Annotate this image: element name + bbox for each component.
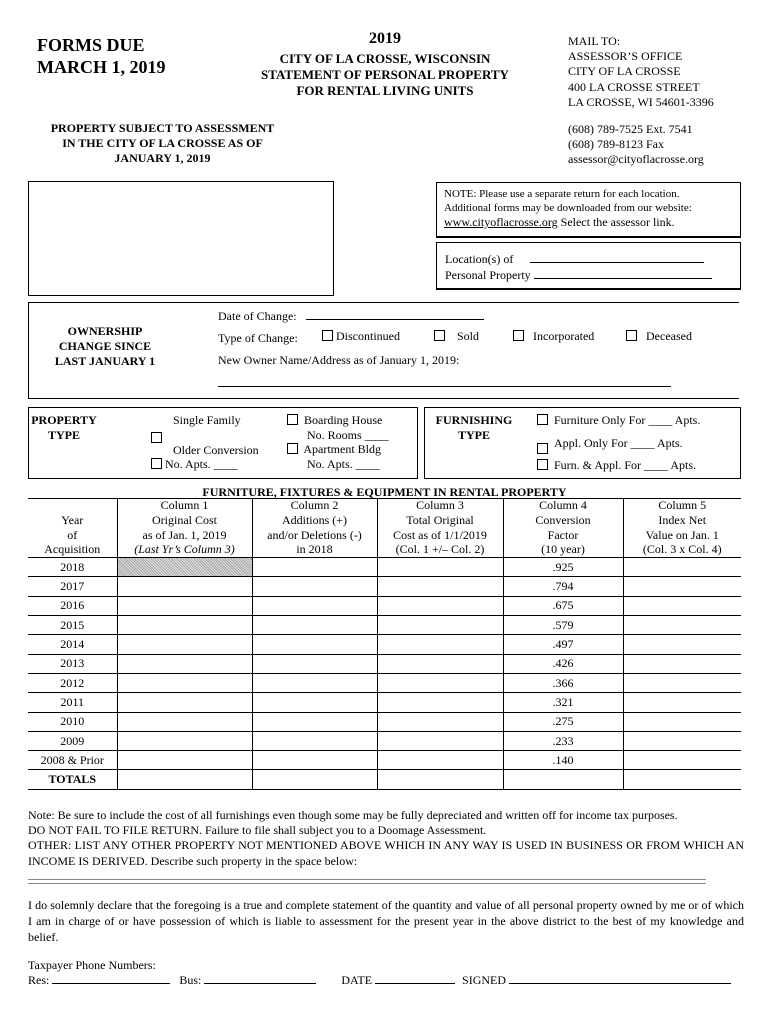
bus-phone-input[interactable] xyxy=(204,983,316,984)
factor-cell: .233 xyxy=(503,731,623,750)
table-header-row xyxy=(28,498,741,558)
forms-due-line1: FORMS DUE xyxy=(37,35,145,55)
form-title xyxy=(230,51,540,99)
col1-cell[interactable] xyxy=(117,616,252,635)
date-of-change xyxy=(218,309,484,324)
res-label: Res: xyxy=(28,973,50,987)
res-phone-input[interactable] xyxy=(52,983,170,984)
table-row xyxy=(28,596,741,615)
forms-due-line2: MARCH 1, 2019 xyxy=(37,57,166,77)
contact-info xyxy=(568,122,704,167)
property-type-title-line1: PROPERTY xyxy=(31,413,97,427)
table-row xyxy=(28,577,741,596)
furnishing-title-line2: TYPE xyxy=(457,428,490,442)
header-line: (10 year) xyxy=(541,542,585,557)
sold-checkbox[interactable] xyxy=(434,330,445,341)
furniture-only-label: Furniture Only For ____ Apts. xyxy=(554,413,701,427)
incorporated-option[interactable] xyxy=(513,329,594,344)
boarding-house-option[interactable] xyxy=(287,413,389,442)
location-box xyxy=(436,242,741,290)
discontinued-label: Discontinued xyxy=(336,329,400,343)
header-line: (Col. 3 x Col. 4) xyxy=(642,542,722,557)
totals-row xyxy=(28,770,741,790)
col5-cell[interactable] xyxy=(623,712,741,731)
subject-to-assessment xyxy=(30,121,295,166)
col5-cell[interactable] xyxy=(623,596,741,615)
note-line2: Additional forms may be downloaded from our website: xyxy=(444,202,692,214)
new-owner-input[interactable] xyxy=(218,386,671,387)
discontinued-checkbox[interactable] xyxy=(322,330,333,341)
table-row xyxy=(28,712,741,731)
location-input-1[interactable] xyxy=(530,262,704,263)
col1-cell[interactable] xyxy=(117,596,252,615)
older-conversion-option[interactable] xyxy=(151,457,238,472)
col1-cell[interactable] xyxy=(117,712,252,731)
year-cell: 2012 xyxy=(28,673,117,692)
ffe-table xyxy=(28,498,741,790)
mail-to-line: CITY OF LA CROSSE xyxy=(568,64,681,79)
header-line: Column 3 xyxy=(416,498,464,512)
col2-cell[interactable] xyxy=(252,616,377,635)
subject-line3: JANUARY 1, 2019 xyxy=(114,151,211,165)
single-family-checkbox[interactable] xyxy=(151,432,162,443)
year-cell: 2016 xyxy=(28,596,117,615)
deceased-option[interactable] xyxy=(626,329,692,344)
col2-cell[interactable] xyxy=(252,596,377,615)
year-cell: 2014 xyxy=(28,635,117,654)
title-line2: STATEMENT OF PERSONAL PROPERTY xyxy=(261,67,509,82)
header-line: (Last Yr’s Column 3) xyxy=(134,542,235,557)
incorporated-label: Incorporated xyxy=(533,329,595,343)
mail-to-line: MAIL TO: xyxy=(568,34,621,48)
single-family-label: Single Family xyxy=(173,413,241,427)
header-line: of xyxy=(67,527,78,542)
col2-cell[interactable] xyxy=(252,577,377,596)
header-col3 xyxy=(377,498,503,558)
single-family-option[interactable] xyxy=(151,429,162,447)
col3-cell[interactable] xyxy=(377,654,503,673)
ffe-table-title: FURNITURE, FIXTURES & EQUIPMENT IN RENTAL PROPERTY xyxy=(202,485,567,499)
totals-col1[interactable] xyxy=(117,770,252,790)
form-year: 2019 xyxy=(369,30,401,47)
date-of-change-label: Date of Change: xyxy=(218,309,297,323)
ownership-top-rule xyxy=(28,302,739,303)
year-cell: 2009 xyxy=(28,731,117,750)
date-input[interactable] xyxy=(375,983,455,984)
header-line: Total Original xyxy=(406,512,474,527)
header-line: Original Cost xyxy=(152,512,217,527)
col1-cell[interactable] xyxy=(117,693,252,712)
year-cell: 2010 xyxy=(28,712,117,731)
col5-cell[interactable] xyxy=(623,616,741,635)
year-cell: 2015 xyxy=(28,616,117,635)
col5-cell[interactable] xyxy=(623,673,741,692)
ownership-bottom-rule xyxy=(28,398,739,399)
col1-cell[interactable] xyxy=(117,577,252,596)
bus-label: Bus: xyxy=(179,973,202,987)
forms-due xyxy=(37,34,166,78)
note-file-return: DO NOT FAIL TO FILE RETURN. Failure to file shall subject you to a Doomage Assessment. xyxy=(28,823,487,838)
col3-cell[interactable] xyxy=(377,596,503,615)
mail-to-line: 400 LA CROSSE STREET xyxy=(568,79,700,94)
col5-cell[interactable] xyxy=(623,693,741,712)
furn-appl-label: Furn. & Appl. For ____ Apts. xyxy=(554,458,697,472)
factor-cell: .321 xyxy=(503,693,623,712)
header-line: Column 2 xyxy=(290,498,339,512)
header-line: Year xyxy=(61,512,84,527)
col5-cell[interactable] xyxy=(623,577,741,596)
sold-label: Sold xyxy=(457,329,480,343)
col3-cell[interactable] xyxy=(377,751,503,770)
apartment-bldg-label: Apartment Bldg xyxy=(303,442,381,456)
factor-cell: .275 xyxy=(503,712,623,731)
header-line: Cost as of 1/1/2019 xyxy=(393,527,487,542)
col3-cell[interactable] xyxy=(377,673,503,692)
incorporated-checkbox[interactable] xyxy=(513,330,524,341)
older-conversion-apts: No. Apts. ____ xyxy=(165,457,238,471)
factor-cell: .925 xyxy=(503,558,623,577)
ownership-title xyxy=(30,324,180,369)
col3-cell[interactable] xyxy=(377,712,503,731)
header-line: Column 1 xyxy=(160,498,209,512)
location-label1: Location(s) of xyxy=(445,252,514,266)
year-cell: 2017 xyxy=(28,577,117,596)
col2-cell[interactable] xyxy=(252,673,377,692)
sold-option[interactable] xyxy=(434,329,479,344)
year-cell: 2018 xyxy=(28,558,117,577)
signature-input[interactable] xyxy=(509,983,731,984)
table-row xyxy=(28,673,741,692)
taxpayer-phone-label: Taxpayer Phone Numbers: xyxy=(28,958,156,972)
fax: (608) 789-8123 Fax xyxy=(568,137,664,151)
header-line: (Col. 1 +/– Col. 2) xyxy=(395,542,485,557)
furniture-only-checkbox[interactable] xyxy=(537,414,548,425)
table-row xyxy=(28,731,741,750)
table-row xyxy=(28,635,741,654)
factor-cell: .794 xyxy=(503,577,623,596)
totals-col2[interactable] xyxy=(252,770,377,790)
col5-cell[interactable] xyxy=(623,751,741,770)
header-line: Column 4 xyxy=(539,498,587,512)
factor-cell: .366 xyxy=(503,673,623,692)
note-other-property: OTHER: LIST ANY OTHER PROPERTY NOT MENTIONED ABOVE WHICH IN ANY WAY IS USED IN BUSINESS OR FROM WHICH AN INCOME IS DERIVED. Describe such property in the space below: xyxy=(28,838,744,868)
title-line1: CITY OF LA CROSSE, WISCONSIN xyxy=(279,51,491,66)
col1-cell[interactable] xyxy=(117,751,252,770)
subject-line1: PROPERTY SUBJECT TO ASSESSMENT xyxy=(50,121,275,135)
col3-cell[interactable] xyxy=(377,635,503,654)
header-col5 xyxy=(623,498,741,558)
col2-cell[interactable] xyxy=(252,751,377,770)
header-line: and/or Deletions (-) xyxy=(267,527,362,542)
col5-cell[interactable] xyxy=(623,558,741,577)
apartment-bldg-apts: No. Apts. ____ xyxy=(307,456,380,471)
mail-to-line: LA CROSSE, WI 54601-3396 xyxy=(568,94,714,109)
year-cell: 2013 xyxy=(28,654,117,673)
header-col1 xyxy=(117,498,252,558)
factor-cell: .579 xyxy=(503,616,623,635)
ownership-title-line3: LAST JANUARY 1 xyxy=(54,354,156,368)
property-type-title-line2: TYPE xyxy=(47,428,80,442)
table-row xyxy=(28,654,741,673)
table-row xyxy=(28,616,741,635)
furnishing-type-title xyxy=(426,413,522,443)
notes xyxy=(28,808,744,869)
taxpayer-address-box[interactable] xyxy=(28,181,334,296)
appl-only-checkbox[interactable] xyxy=(537,443,548,454)
header-line: Conversion xyxy=(535,512,591,527)
col5-cell[interactable] xyxy=(623,731,741,750)
year-cell: 2008 & Prior xyxy=(28,751,117,770)
totals-col3[interactable] xyxy=(377,770,503,790)
note-line1: NOTE: Please use a separate return for each location. xyxy=(444,188,680,200)
date-label: DATE xyxy=(341,973,373,987)
col2-cell[interactable] xyxy=(252,635,377,654)
phone: (608) 789-7525 Ext. 7541 xyxy=(568,122,693,136)
header-line: Value on Jan. 1 xyxy=(645,527,719,542)
factor-cell: .140 xyxy=(503,751,623,770)
other-property-input[interactable] xyxy=(28,879,706,884)
factor-cell: .497 xyxy=(503,635,623,654)
note-depreciation: Note: Be sure to include the cost of all furnishings even though some may be fully depreciated and written off for income tax purposes. xyxy=(28,808,678,822)
signed-label: SIGNED xyxy=(462,973,507,987)
date-of-change-input[interactable] xyxy=(306,319,484,320)
subject-line2: IN THE CITY OF LA CROSSE AS OF xyxy=(62,136,263,150)
totals-col5[interactable] xyxy=(623,770,741,790)
appl-only-option[interactable] xyxy=(537,436,683,457)
website-link[interactable]: www.cityoflacrosse.org xyxy=(444,215,558,229)
col2-cell[interactable] xyxy=(252,654,377,673)
header-year xyxy=(28,498,117,558)
appl-only-label: Appl. Only For ____ Apts. xyxy=(554,436,683,450)
title-line3: FOR RENTAL LIVING UNITS xyxy=(296,83,474,98)
furn-appl-option[interactable] xyxy=(537,458,696,473)
location-label2: Personal Property xyxy=(445,268,531,282)
col2-cell[interactable] xyxy=(252,712,377,731)
header-col2 xyxy=(252,498,377,558)
property-type-title xyxy=(30,413,98,443)
location-input-2[interactable] xyxy=(534,278,712,279)
header-line: Factor xyxy=(547,527,579,542)
email[interactable]: assessor@cityoflacrosse.org xyxy=(568,152,704,166)
link-suffix: Select the assessor link. xyxy=(557,215,675,229)
header-line: Additions (+) xyxy=(281,512,348,527)
note-box xyxy=(436,182,741,238)
header-line: Index Net xyxy=(658,512,707,527)
deceased-label: Deceased xyxy=(646,329,692,343)
declaration: I do solemnly declare that the foregoing is a true and complete statement of the quantity and value of all personal property owned by me or of which I am in charge of or have possession of which is liable to assessment for the present year in the above district to the best of my knowledge and belief. xyxy=(28,898,744,944)
col1-cell[interactable] xyxy=(117,731,252,750)
col3-cell[interactable] xyxy=(377,693,503,712)
ownership-title-line2: CHANGE SINCE xyxy=(58,339,152,353)
older-conversion-label: Older Conversion xyxy=(173,443,259,457)
mail-to-line: ASSESSOR’S OFFICE xyxy=(568,49,683,64)
apartment-bldg-option[interactable] xyxy=(287,442,381,471)
col1-cell[interactable] xyxy=(117,635,252,654)
totals-label: TOTALS xyxy=(28,770,117,790)
mail-to-address xyxy=(568,34,714,110)
boarding-house-label: Boarding House xyxy=(304,413,383,427)
header-line: Acquisition xyxy=(44,542,101,557)
factor-cell: .675 xyxy=(503,596,623,615)
col3-cell[interactable] xyxy=(377,558,503,577)
furniture-only-option[interactable] xyxy=(537,413,700,428)
table-row xyxy=(28,558,741,577)
boarding-house-rooms: No. Rooms ____ xyxy=(307,427,389,442)
apartment-bldg-checkbox[interactable] xyxy=(287,443,298,454)
header-line: as of Jan. 1, 2019 xyxy=(142,527,227,542)
discontinued-option[interactable] xyxy=(322,329,400,344)
col5-cell[interactable] xyxy=(623,635,741,654)
signature-row xyxy=(28,973,731,988)
header-line xyxy=(28,498,117,513)
factor-cell: .426 xyxy=(503,654,623,673)
col3-cell[interactable] xyxy=(377,616,503,635)
furn-appl-checkbox[interactable] xyxy=(537,459,548,470)
table-row xyxy=(28,693,741,712)
table-row xyxy=(28,751,741,770)
col3-cell[interactable] xyxy=(377,731,503,750)
col1-cell[interactable] xyxy=(117,558,252,577)
col2-cell[interactable] xyxy=(252,558,377,577)
type-of-change-label: Type of Change: xyxy=(218,331,298,345)
col2-cell[interactable] xyxy=(252,693,377,712)
older-conversion-checkbox[interactable] xyxy=(151,458,162,469)
new-owner-label: New Owner Name/Address as of January 1, 2019: xyxy=(218,353,460,367)
totals-col4 xyxy=(503,770,623,790)
boarding-house-checkbox[interactable] xyxy=(287,414,298,425)
col2-cell[interactable] xyxy=(252,731,377,750)
col1-cell[interactable] xyxy=(117,654,252,673)
header-col4 xyxy=(503,498,623,558)
ownership-title-line1: OWNERSHIP xyxy=(67,324,143,338)
deceased-checkbox[interactable] xyxy=(626,330,637,341)
col1-cell[interactable] xyxy=(117,673,252,692)
header-line: Column 5 xyxy=(658,498,707,512)
furnishing-title-line1: FURNISHING xyxy=(435,413,513,427)
col5-cell[interactable] xyxy=(623,654,741,673)
header-line: in 2018 xyxy=(296,542,333,557)
col3-cell[interactable] xyxy=(377,577,503,596)
year-cell: 2011 xyxy=(28,693,117,712)
